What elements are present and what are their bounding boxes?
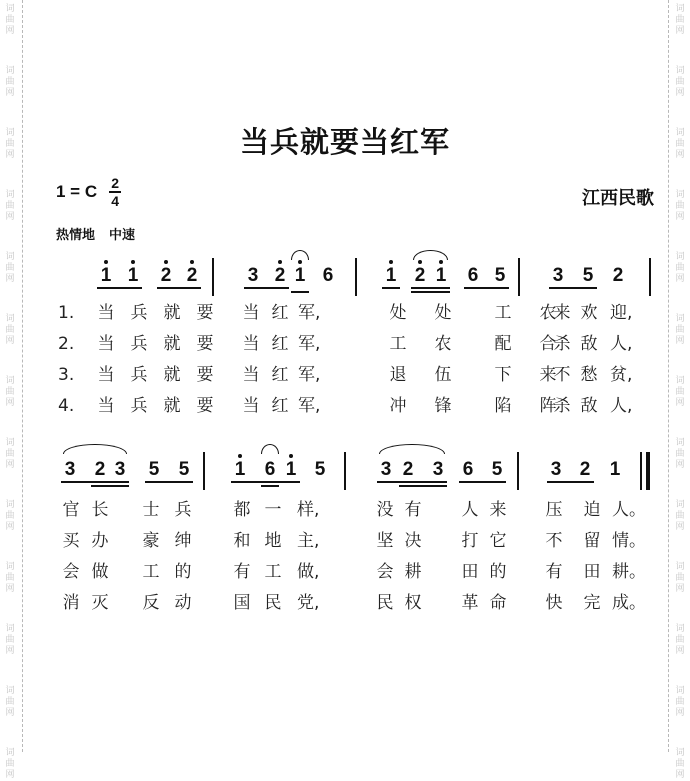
watermark-text: 词 曲 网 <box>675 376 685 408</box>
underline-beam <box>399 485 447 487</box>
watermark-text: 词 曲 网 <box>5 66 15 98</box>
note: 3 <box>64 459 76 480</box>
lyric-char: 红 <box>271 334 289 354</box>
lyric-char: 兵 <box>130 334 148 354</box>
lyric-char: 来 <box>553 303 571 323</box>
lyric-char: 工 <box>494 303 512 323</box>
barline <box>640 452 642 490</box>
lyric-char: 留 <box>583 531 601 551</box>
lyric-char: 军, <box>298 396 321 416</box>
underline-beam <box>411 287 450 289</box>
lyric-char: 会 <box>62 562 80 582</box>
lyric-char: 工 <box>264 562 282 582</box>
lyric-char: 反 <box>142 593 160 613</box>
left-border <box>22 0 23 752</box>
note: 3 <box>247 265 259 286</box>
note: 3 <box>380 459 392 480</box>
note: 2 <box>158 266 174 285</box>
lyric-char: 样, <box>297 500 320 520</box>
lyric-char: 一 <box>264 500 282 520</box>
verse-number: 3. <box>58 365 75 385</box>
note: 6 <box>264 459 276 480</box>
lyric-char: 买 <box>62 531 80 551</box>
barline <box>355 258 357 296</box>
lyric-char: 豪 <box>142 531 160 551</box>
lyric-char: 伍 <box>434 365 452 385</box>
lyric-char: 田 <box>583 562 601 582</box>
underline-beam <box>157 287 201 289</box>
lyric-char: 有 <box>233 562 251 582</box>
underline-beam <box>377 481 447 483</box>
watermark-text: 词 曲 网 <box>5 314 15 346</box>
lyric-char: 当 <box>242 334 260 354</box>
note: 1 <box>98 266 114 285</box>
barline <box>649 258 651 296</box>
watermark-text: 词 曲 网 <box>5 624 15 656</box>
expression-label: 热情地 <box>56 228 96 243</box>
underline-beam <box>145 481 193 483</box>
watermark-text: 词 曲 网 <box>5 128 15 160</box>
key-signature <box>56 176 121 208</box>
watermark-text: 词 曲 网 <box>675 624 685 656</box>
note: 3 <box>550 459 562 480</box>
lyric-char: 当 <box>97 396 115 416</box>
watermark-text: 词 曲 网 <box>675 500 685 532</box>
note: 1 <box>433 266 449 285</box>
lyric-char: 贫, <box>610 365 633 385</box>
note: 2 <box>412 266 428 285</box>
watermark-text: 词 曲 网 <box>675 438 685 470</box>
lyric-char: 革 <box>461 593 479 613</box>
note: 5 <box>314 459 326 480</box>
lyric-char: 成。 <box>612 593 646 613</box>
lyric-char: 农 <box>434 334 452 354</box>
lyric-char: 官 <box>62 500 80 520</box>
underline-beam <box>291 291 309 293</box>
lyric-char: 陷 <box>494 396 512 416</box>
lyric-char: 党, <box>297 593 320 613</box>
slur <box>261 444 279 454</box>
note: 1 <box>292 266 308 285</box>
high-octave-dot <box>104 260 108 264</box>
high-octave-dot <box>238 454 242 458</box>
watermark-text: 词 曲 网 <box>5 562 15 594</box>
lyric-char: 人, <box>610 334 633 354</box>
note: 3 <box>114 459 126 480</box>
lyric-char: 红 <box>271 365 289 385</box>
lyric-char: 主, <box>297 531 320 551</box>
lyric-char: 有 <box>404 500 422 520</box>
lyric-char: 灭 <box>91 593 109 613</box>
underline-beam <box>91 485 129 487</box>
underline-beam <box>411 291 450 293</box>
lyric-char: 阵 <box>539 396 557 416</box>
lyric-char: 当 <box>97 365 115 385</box>
lyric-char: 耕。 <box>612 562 646 582</box>
lyric-char: 国 <box>233 593 251 613</box>
verse-number: 2. <box>58 334 75 354</box>
lyric-char: 处 <box>434 303 452 323</box>
lyric-char: 它 <box>489 531 507 551</box>
lyric-char: 办 <box>91 531 109 551</box>
high-octave-dot <box>298 260 302 264</box>
watermark-text: 词 曲 网 <box>675 562 685 594</box>
watermark-text: 词 曲 网 <box>5 252 15 284</box>
high-octave-dot <box>131 260 135 264</box>
watermark-text: 词 曲 网 <box>5 190 15 222</box>
lyric-char: 做, <box>297 562 320 582</box>
lyric-char: 军, <box>298 303 321 323</box>
lyric-char: 民 <box>376 593 394 613</box>
lyric-char: 就 <box>163 334 181 354</box>
lyric-char: 不 <box>553 365 571 385</box>
key-label: 1 = C <box>56 182 98 201</box>
watermark-text: 词 曲 网 <box>5 376 15 408</box>
lyric-char: 情。 <box>612 531 646 551</box>
lyric-char: 要 <box>196 303 214 323</box>
note: 1 <box>609 459 621 480</box>
note: 6 <box>467 265 479 286</box>
lyric-char: 下 <box>494 365 512 385</box>
lyric-char: 快 <box>545 593 563 613</box>
high-octave-dot <box>439 260 443 264</box>
lyric-char: 不 <box>545 531 563 551</box>
time-signature <box>109 176 121 208</box>
watermark-text: 词 曲 网 <box>5 438 15 470</box>
note: 5 <box>178 459 190 480</box>
barline <box>517 452 519 490</box>
lyric-char: 长 <box>91 500 109 520</box>
lyric-char: 就 <box>163 396 181 416</box>
right-border <box>668 0 669 752</box>
song-origin: 江西民歌 <box>582 188 654 209</box>
tempo-marking <box>56 224 135 243</box>
lyric-char: 人 <box>461 500 479 520</box>
verse-number: 1. <box>58 303 75 323</box>
underline-beam <box>464 287 509 289</box>
lyric-char: 杀 <box>553 334 571 354</box>
lyric-char: 工 <box>142 562 160 582</box>
lyric-char: 的 <box>174 562 192 582</box>
lyric-char: 军, <box>298 334 321 354</box>
note: 1 <box>283 460 299 479</box>
lyric-char: 合 <box>539 334 557 354</box>
lyric-char: 迎, <box>610 303 633 323</box>
lyric-char: 迫 <box>583 500 601 520</box>
note: 2 <box>579 459 591 480</box>
note: 1 <box>125 266 141 285</box>
underline-beam <box>549 287 597 289</box>
lyric-char: 当 <box>97 303 115 323</box>
watermark-text: 词 曲 网 <box>5 4 15 36</box>
lyric-char: 红 <box>271 396 289 416</box>
note: 2 <box>402 459 414 480</box>
watermark-text: 词 曲 网 <box>675 314 685 346</box>
lyric-char: 当 <box>242 303 260 323</box>
lyric-char: 田 <box>461 562 479 582</box>
watermark-text: 词 曲 网 <box>675 128 685 160</box>
lyric-char: 敌 <box>580 334 598 354</box>
watermark-text: 词 曲 网 <box>675 66 685 98</box>
lyric-char: 决 <box>404 531 422 551</box>
note: 6 <box>462 459 474 480</box>
lyric-char: 就 <box>163 303 181 323</box>
lyric-char: 耕 <box>404 562 422 582</box>
lyric-char: 兵 <box>174 500 192 520</box>
lyric-char: 处 <box>389 303 407 323</box>
lyric-char: 民 <box>264 593 282 613</box>
lyric-char: 没 <box>376 500 394 520</box>
meter-bottom: 4 <box>111 193 119 209</box>
underline-beam <box>61 481 129 483</box>
final-barline <box>646 452 650 490</box>
song-title: 当兵就要当红军 <box>239 125 450 159</box>
lyric-char: 地 <box>264 531 282 551</box>
speed-label: 中速 <box>109 228 136 243</box>
lyric-char: 当 <box>242 396 260 416</box>
note: 3 <box>432 459 444 480</box>
lyric-char: 欢 <box>580 303 598 323</box>
note: 2 <box>94 459 106 480</box>
underline-beam <box>382 287 400 289</box>
lyric-char: 军, <box>298 365 321 385</box>
note: 1 <box>383 266 399 285</box>
meter-top: 2 <box>111 175 119 191</box>
lyric-char: 来 <box>539 365 557 385</box>
lyric-char: 和 <box>233 531 251 551</box>
high-octave-dot <box>418 260 422 264</box>
note: 5 <box>491 459 503 480</box>
high-octave-dot <box>289 454 293 458</box>
high-octave-dot <box>278 260 282 264</box>
lyric-char: 就 <box>163 365 181 385</box>
lyric-char: 杀 <box>553 396 571 416</box>
lyric-char: 农 <box>539 303 557 323</box>
lyric-char: 人。 <box>612 500 646 520</box>
note: 6 <box>322 265 334 286</box>
lyric-char: 打 <box>461 531 479 551</box>
lyric-char: 人, <box>610 396 633 416</box>
slur <box>291 250 309 260</box>
note: 3 <box>552 265 564 286</box>
lyric-char: 当 <box>97 334 115 354</box>
lyric-char: 要 <box>196 334 214 354</box>
barline <box>212 258 214 296</box>
note: 2 <box>272 266 288 285</box>
lyric-char: 兵 <box>130 303 148 323</box>
watermark-text: 词 曲 网 <box>675 190 685 222</box>
underline-beam <box>231 481 300 483</box>
high-octave-dot <box>190 260 194 264</box>
lyric-char: 权 <box>404 593 422 613</box>
barline <box>518 258 520 296</box>
lyric-char: 都 <box>233 500 251 520</box>
lyric-char: 红 <box>271 303 289 323</box>
watermark-text: 词 曲 网 <box>5 500 15 532</box>
verse-number: 4. <box>58 396 75 416</box>
watermark-text: 词 曲 网 <box>675 748 685 780</box>
lyric-char: 冲 <box>389 396 407 416</box>
lyric-char: 做 <box>91 562 109 582</box>
underline-beam <box>97 287 142 289</box>
barline <box>203 452 205 490</box>
lyric-char: 命 <box>489 593 507 613</box>
note: 5 <box>582 265 594 286</box>
slur <box>63 444 127 454</box>
lyric-char: 锋 <box>434 396 452 416</box>
slur <box>379 444 445 454</box>
slur <box>413 250 448 260</box>
note: 5 <box>148 459 160 480</box>
lyric-char: 有 <box>545 562 563 582</box>
lyric-char: 当 <box>242 365 260 385</box>
note: 2 <box>184 266 200 285</box>
lyric-char: 的 <box>489 562 507 582</box>
note: 2 <box>612 265 624 286</box>
watermark-text: 词 曲 网 <box>675 252 685 284</box>
underline-beam <box>547 481 594 483</box>
lyric-char: 敌 <box>580 396 598 416</box>
watermark-text: 词 曲 网 <box>5 748 15 780</box>
lyric-char: 坚 <box>376 531 394 551</box>
watermark-text: 词 曲 网 <box>5 686 15 718</box>
lyric-char: 完 <box>583 593 601 613</box>
lyric-char: 会 <box>376 562 394 582</box>
high-octave-dot <box>164 260 168 264</box>
note: 1 <box>232 460 248 479</box>
barline <box>344 452 346 490</box>
lyric-char: 压 <box>545 500 563 520</box>
lyric-char: 兵 <box>130 365 148 385</box>
lyric-char: 工 <box>389 334 407 354</box>
lyric-char: 消 <box>62 593 80 613</box>
lyric-char: 兵 <box>130 396 148 416</box>
note: 5 <box>494 265 506 286</box>
high-octave-dot <box>389 260 393 264</box>
underline-beam <box>244 287 289 289</box>
watermark-text: 词 曲 网 <box>675 686 685 718</box>
lyric-char: 愁 <box>580 365 598 385</box>
lyric-char: 动 <box>174 593 192 613</box>
lyric-char: 绅 <box>174 531 192 551</box>
lyric-char: 配 <box>494 334 512 354</box>
underline-beam <box>459 481 506 483</box>
underline-beam <box>261 485 279 487</box>
watermark-text: 词 曲 网 <box>675 4 685 36</box>
lyric-char: 退 <box>389 365 407 385</box>
lyric-char: 士 <box>142 500 160 520</box>
lyric-char: 要 <box>196 365 214 385</box>
lyric-char: 来 <box>489 500 507 520</box>
lyric-char: 要 <box>196 396 214 416</box>
